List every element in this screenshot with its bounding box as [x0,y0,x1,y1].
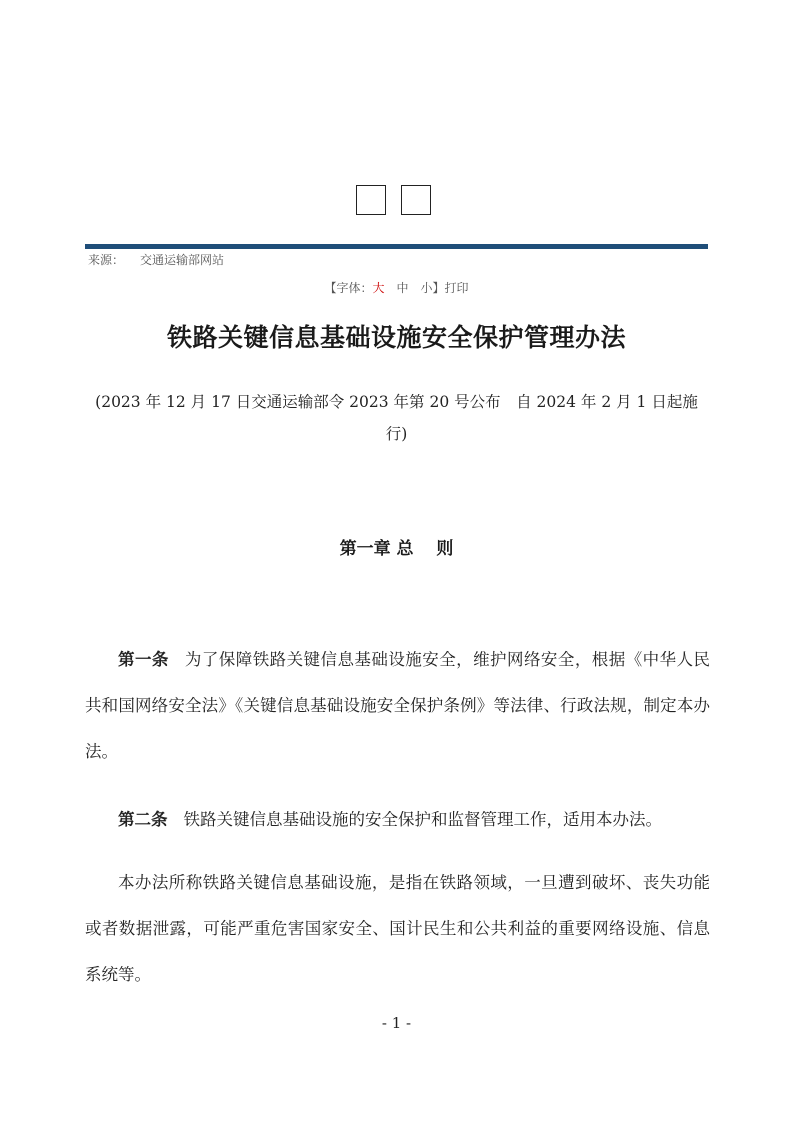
article-1 [85,637,710,775]
page-number: - 1 - [381,1014,412,1032]
font-size-prefix: 【字体： [324,281,373,295]
title-placeholder-boxes [356,185,431,215]
placeholder-box [401,185,431,215]
chapter-heading: 第一章 总 则 [339,539,454,559]
source-label: 来源： [88,253,125,267]
article-label: 第一条 [118,650,169,669]
placeholder-box [356,185,386,215]
font-size-medium-link[interactable]: 中 [396,281,409,295]
body-paragraph: 本办法所称铁路关键信息基础设施，是指在铁路领域，一旦遭到破坏、丧失功能或者数据泄露，可能严重危害国家安全、国计民生和公共利益的重要网络设施、信息系统等。 [85,873,710,984]
font-size-small-link[interactable]: 小】 [420,281,445,295]
article-2 [85,797,710,843]
document-subtitle: (2023 年 12 月 17 日交通运输部令 2023 年第 20 号公布 自 2024 年 2 月 1 日起施行) [95,393,698,443]
source-line [88,251,224,268]
font-size-large-link[interactable]: 大 [372,281,385,295]
source-value: 交通运输部网站 [140,253,225,267]
article-text: 铁路关键信息基础设施的安全保护和监督管理工作，适用本办法。 [183,810,662,829]
font-size-bar [0,279,793,296]
header-rule [85,244,708,249]
article-text: 为了保障铁路关键信息基础设施安全，维护网络安全，根据《中华人民共和国网络安全法》《关键信息基础设施安全保护条例》等法律、行政法规，制定本办法。 [85,650,711,761]
document-title: 铁路关键信息基础设施安全保护管理办法 [166,323,626,352]
article-label: 第二条 [118,810,168,829]
print-link[interactable]: 打印 [444,281,469,295]
